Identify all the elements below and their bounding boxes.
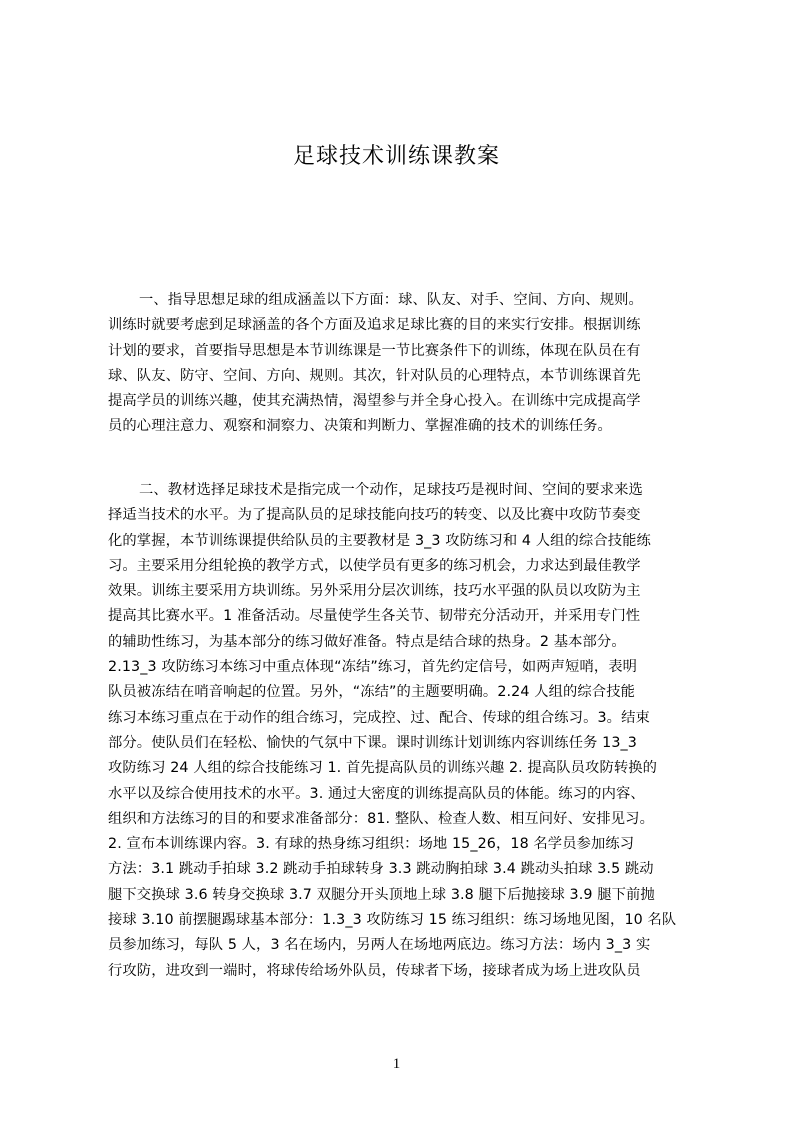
text-line: 提高其比赛水平。1 准备活动。尽量使学生各关节、韧带充分活动开，并采用专门性: [108, 608, 641, 625]
text-line: 攻防练习 24 人组的综合技能练习 1. 首先提高队员的训练兴趣 2. 提高队员攻防转换的: [108, 760, 658, 777]
text-line: 计划的要求，首要指导思想是本节训练课是一节比赛条件下的训练，体现在队员在有: [108, 342, 641, 359]
text-line: 部分。使队员们在轻松、愉快的气氛中下课。课时训练计划训练内容训练任务 13_3: [108, 734, 637, 751]
text-line: 行攻防，进攻到一端时，将球传给场外队员，传球者下场，接球者成为场上进攻队员: [108, 962, 641, 979]
paragraph-teaching-materials: [108, 478, 700, 984]
page-number: 1: [392, 1056, 401, 1072]
text-line: 方法：3.1 跳动手拍球 3.2 跳动手拍球转身 3.3 跳动胸拍球 3.4 跳动头拍球 3.5 跳动: [108, 861, 654, 878]
text-line: 训练时就要考虑到足球涵盖的各个方面及追求足球比赛的目的来实行安排。根据训练: [108, 317, 641, 334]
text-line: 组织和方法练习的目的和要求准备部分：81. 整队、检查人数、相互问好、安排见习。: [108, 810, 654, 827]
text-line: 队员被冻结在哨音响起的位置。另外，“冻结”的主题要明确。2.24 人组的综合技能: [108, 684, 635, 701]
text-line: 员的心理注意力、观察和洞察力、决策和判断力、掌握准确的技术的训练任务。: [108, 418, 612, 435]
text-line: 接球 3.10 前摆腿踢球基本部分：1.3_3 攻防练习 15 练习组织：练习场地见图，10 名队: [108, 912, 677, 929]
text-line: 练习本练习重点在于动作的组合练习，完成控、过、配合、传球的组合练习。3。结束: [108, 709, 650, 726]
text-line: 一、指导思想足球的组成涵盖以下方面：球、队友、对手、空间、方向、规则。: [139, 292, 643, 308]
document-title: 足球技术训练课教案: [292, 144, 500, 169]
text-line: 提高学员的训练兴趣，使其充满热情，渴望参与并全身心投入。在训练中完成提高学: [108, 393, 641, 410]
text-line: 2. 宣布本训练课内容。3. 有球的热身练习组织：场地 15_26，18 名学员参加练习: [108, 836, 635, 853]
text-line: 的辅助性练习，为基本部分的练习做好准备。特点是结合球的热身。2 基本部分。: [108, 633, 626, 650]
text-line: 腿下交换球 3.6 转身交换球 3.7 双腿分开头顶地上球 3.8 腿下后抛接球 3.9 腿下前抛: [108, 886, 655, 903]
text-line: 2.13_3 攻防练习本练习中重点体现“冻结”练习，首先约定信号，如两声短哨，表明: [108, 659, 638, 676]
paragraph-guiding-philosophy: [108, 288, 700, 440]
text-line: 效果。训练主要采用方块训练。另外采用分层次训练，技巧水平强的队员以攻防为主: [108, 583, 641, 600]
text-line: 择适当技术的水平。为了提高队员的足球技能向技巧的转变、以及比赛中攻防节奏变: [108, 507, 641, 524]
text-line: 球、队友、防守、空间、方向、规则。其次，针对队员的心理特点，本节训练课首先: [108, 367, 641, 384]
text-line: 二、教材选择足球技术是指完成一个动作，足球技巧是视时间、空间的要求来选: [139, 482, 643, 498]
text-line: 化的掌握，本节训练课提供给队员的主要教材是 3_3 攻防练习和 4 人组的综合技能练: [108, 532, 651, 549]
text-line: 员参加练习，每队 5 人，3 名在场内，另两人在场地两底边。练习方法：场内 3_3 实: [108, 937, 651, 954]
text-line: 水平以及综合使用技术的水平。3. 通过大密度的训练提高队员的体能。练习的内容、: [108, 785, 645, 802]
text-line: 习。主要采用分组轮换的教学方式，以使学员有更多的练习机会，力求达到最佳教学: [108, 557, 641, 574]
